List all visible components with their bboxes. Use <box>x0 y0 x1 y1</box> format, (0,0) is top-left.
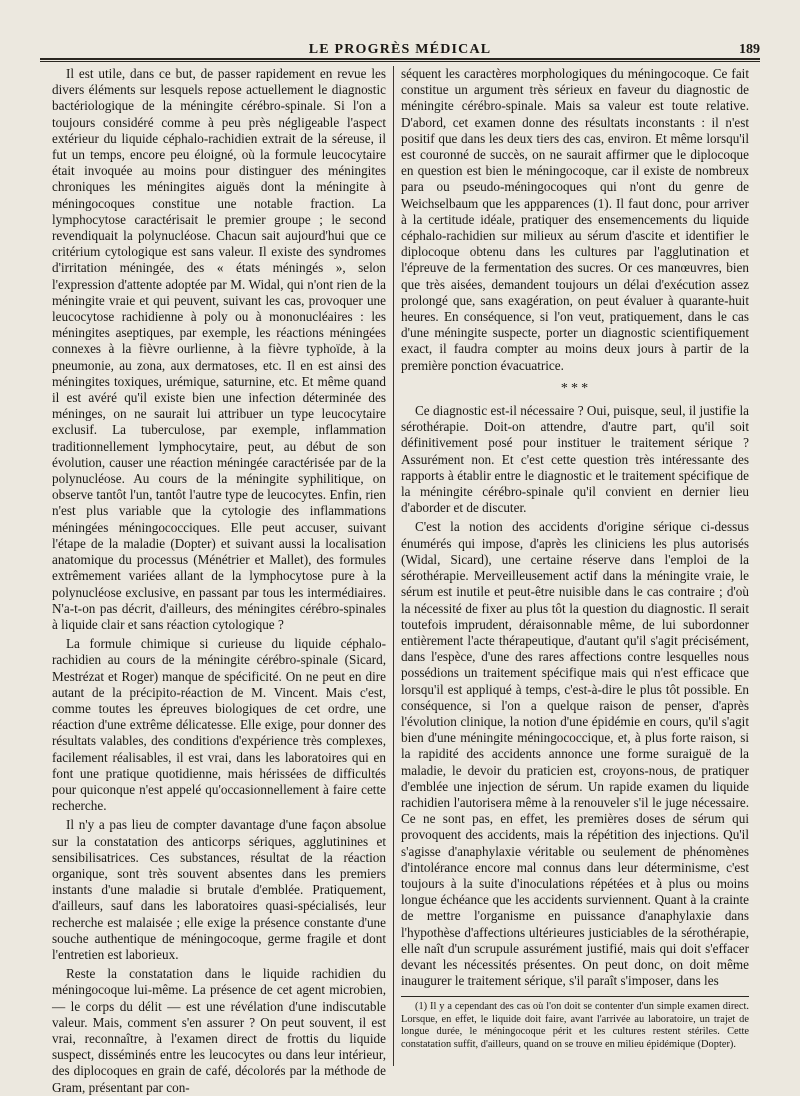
running-header <box>40 30 760 58</box>
journal-title: LE PROGRÈS MÉDICAL <box>308 42 492 57</box>
paragraph: La formule chimique si curieuse du liquide céphalo-rachidien au cours de la méningite cérébro-spinale (Sicard, Mestrézat et Roger) manque de spécificité. On ne peut en dire autant de la précipito-réaction de M. Vincent. Mais c'est, comme toutes les épreuves biologiques de cet ordre, une réaction d'une extrême délicatesse. Elle exige, pour donner des résultats valables, des conditions d'expérience très complexes, facilement réalisables, il est vrai, dans les laboratoires qui en font une pratique quotidienne, mais hérissées de difficultés pour quiconque n'est appelé qu'occasionnellement à faire cette recherche. <box>52 636 386 814</box>
header-rule-thin <box>40 61 760 62</box>
page-number: 189 <box>739 42 760 57</box>
section-separator: * * * <box>560 380 590 396</box>
footnote-rule <box>401 996 749 997</box>
paragraph: C'est la notion des accidents d'origine sérique ci-dessus énumérés qui impose, d'après les cliniciens les plus autorisés (Widal, Sicard), une certaine réserve dans l'emploi de la sérothérapie. Merveilleusement actif dans la méningite vraie, le sérum est inutile et peut-être nuisible dans le cas contraire ; d'où la nécessité de fixer au plus tôt la question du diagnostic. Il serait toutefois imprudent, déraisonnable même, de lui subordonner entièrement l'acte thérapeutique, d'autant qu'il s'agit précisément, dans l'espèce, d'une des rares affections contre lesquelles nous possédions un traitement spécifique mais qui n'est efficace que lorsqu'il est appliqué à temps, c'est-à-dire le plus tôt possible. En conséquence, si l'on a quelque raison de penser, d'après l'évolution clinique, la notion d'une épidémie en cours, qu'il s'agit bien d'une méningite méningococcique, et, à plus forte raison, si la rapidité des accidents annonce une forme suraiguë de la maladie, le devoir du praticien est, croyons-nous, de pratiquer d'emblée une injection de sérum. Un rapide examen du liquide rachidien l'autorisera même à la renouveler s'il le juge nécessaire. Ce ne sont pas, en effet, les premières doses de sérum qui provoquent des accidents, mais la répétition des injections. Qu'il s'agisse d'anaphylaxie véritable ou seulement de phénomènes d'intolérance encore mal connus dans leur déterminisme, c'est toujours à la suite d'inoculations répétées et à plus ou moins longue échéance que les accidents surviennent. Quant à la crainte de mettre l'organisme en puissance d'anaphylaxie dans l'hypothèse d'affections ultérieures justiciables de la sérothérapie, elle naît d'un scrupule assurément justifié, mais qui doit s'effacer devant les nécessités présentes. On peut donc, on doit même inaugurer le traitement sérique, s'il paraît s'imposer, dans les <box>401 519 749 989</box>
paragraph: Ce diagnostic est-il nécessaire ? Oui, puisque, seul, il justifie la sérothérapie. Doit-on attendre, d'autre part, qu'il soit définitivement posé pour instituer le traitement sérique ? Assurément non. Et c'est cette question très intéressante des rapports à établir entre le diagnostic et le traitement spécifique de la méningite cérébro-spinale qu'il convient en dernier lieu d'aborder et de discuter. <box>401 403 749 516</box>
footnote: (1) Il y a cependant des cas où l'on doit se contenter d'un simple examen direct. Lorsque, en effet, le liquide doit faire, avant l'arrivée au laboratoire, un trajet de longue durée, le méningocoque périt et les cultures restent stériles. Cette constatation suffit, d'ailleurs, quand on se trouve en milieu épidémique (Dopter). <box>401 1001 749 1050</box>
paragraph: Reste la constatation dans le liquide rachidien du méningocoque lui-même. La présence de cet agent microbien, — le corps du délit — est une révélation d'une indiscutable valeur. Mais, comment s'en assurer ? On peut souvent, il est vrai, reconnaître, à l'examen direct de frottis du liquide suspect, disséminés entre les leucocytes ou dans leur intérieur, des diplocoques en grain de café, décolorés par la méthode de Gram, présentant par con- <box>52 966 386 1095</box>
header-rule <box>40 58 760 60</box>
paragraph: séquent les caractères morphologiques du méningocoque. Ce fait constitue un argument très sérieux en faveur du diagnostic de méningite cérébro-spinale. Mais sa valeur est toute relative. D'abord, cet examen donne des résultats inconstants : il n'est positif que dans les deux tiers des cas, environ. Et même lorsqu'il est couronné de succès, on ne saurait affirmer que le diplocoque en question est bien le méningocoque, car il existe de nombreux para ou pseudo-méningocoques qui n'ont du genre de Weichselbaum que les appparences (1). Il faut donc, pour arriver à la certitude idéale, pratiquer des ensemencements du liquide céphalo-rachidien sur milieux au sérum d'ascite et identifier le diplocoque obtenu dans les cultures par l'agglutination et l'épreuve de la fermentation des sucres. Or ces manœuvres, bien que très aisées, demandent toujours un délai d'exécution assez prolongé que, sans exagération, on peut évaluer à quarante-huit heures. En conséquence, si l'on veut, pratiquement, dans le cas d'une méningite suspecte, porter un diagnostic scientifiquement exact, il faudra compter au moins deux jours à partir de la première ponction évacuatrice. <box>401 66 749 373</box>
left-column <box>52 66 386 1096</box>
right-column <box>401 66 749 1051</box>
column-divider <box>393 66 394 1066</box>
paragraph: Il est utile, dans ce but, de passer rapidement en revue les divers éléments sur lesquels repose actuellement le diagnostic bactériologique de la méningite cérébro-spinale. Si l'on a toujours considéré comme à peu près négligeable l'aspect extérieur du liquide céphalo-rachidien extrait de la séreuse, il fut un temps, encore peu éloigné, où la formule leucocytaire était invoquée au moins pour distinguer des méningites chroniques les méningites aiguës dont la méningite à méningocoques constitue une notable fraction. La lymphocytose caractérisait le premier groupe ; le second revendiquait la polynucléose. Chacun sait aujourd'hui que ce critérium cytologique est sans valeur. Il existe des syndromes d'irritation méningée, des « états méningés », selon l'expression d'attente adoptée par M. Widal, qui n'ont rien de la méningite vraie et qui peuvent, suivant les cas, provoquer une leucocytose rachidienne à poly ou à mononucléaires : les méningites aseptiques, par exemple, les réactions méningées connexes à la fièvre ourlienne, à la fièvre typhoïde, à la pneumonie, au zona, aux dermatoses, etc. Il en est ainsi des méningites toxiques, urémique, saturnine, etc. Et même quand il est avéré qu'il existe bien une infection déterminée des méninges, on ne saurait lui attribuer un type leucocytaire exclusif. La tuberculose, par exemple, inflammation traditionnellement lymphocytaire, peut, au début de son évolution, causer une réaction méningée caractérisée par de la polynucléose. Au cours de la méningite syphilitique, on observe tantôt l'un, tantôt l'autre type de leucocytes. Enfin, rien n'est plus variable que la cytologie des inflammations méningées méningococciques. Elle peut accuser, suivant l'étape de la maladie (Dopter) et suivant aussi la localisation anatomique du processus (Ménétrier et Mallet), des formules extrêmement variées allant de la lymphocytose pure à la polynucléose exclusive, en passant par tous les intermédiaires. N'a-t-on pas décrit, d'ailleurs, des méningites cérébro-spinales à liquide clair et sans réaction cytologique ? <box>52 66 386 632</box>
paragraph: Il n'y a pas lieu de compter davantage d'une façon absolue sur la constatation des anticorps sériques, agglutinines et sensibilisatrices. Ces substances, résultat de la réaction organique, sont très souvent absentes dans les premiers instants d'une maladie si brutale d'emblée. Pratiquement, d'ailleurs, sauf dans les laboratoires quasi-spécialisés, leur recherche est malaisée ; elle exige la présence constante d'une souche authentique de méningocoque, germe fragile et dont l'entretien est laborieux. <box>52 817 386 962</box>
